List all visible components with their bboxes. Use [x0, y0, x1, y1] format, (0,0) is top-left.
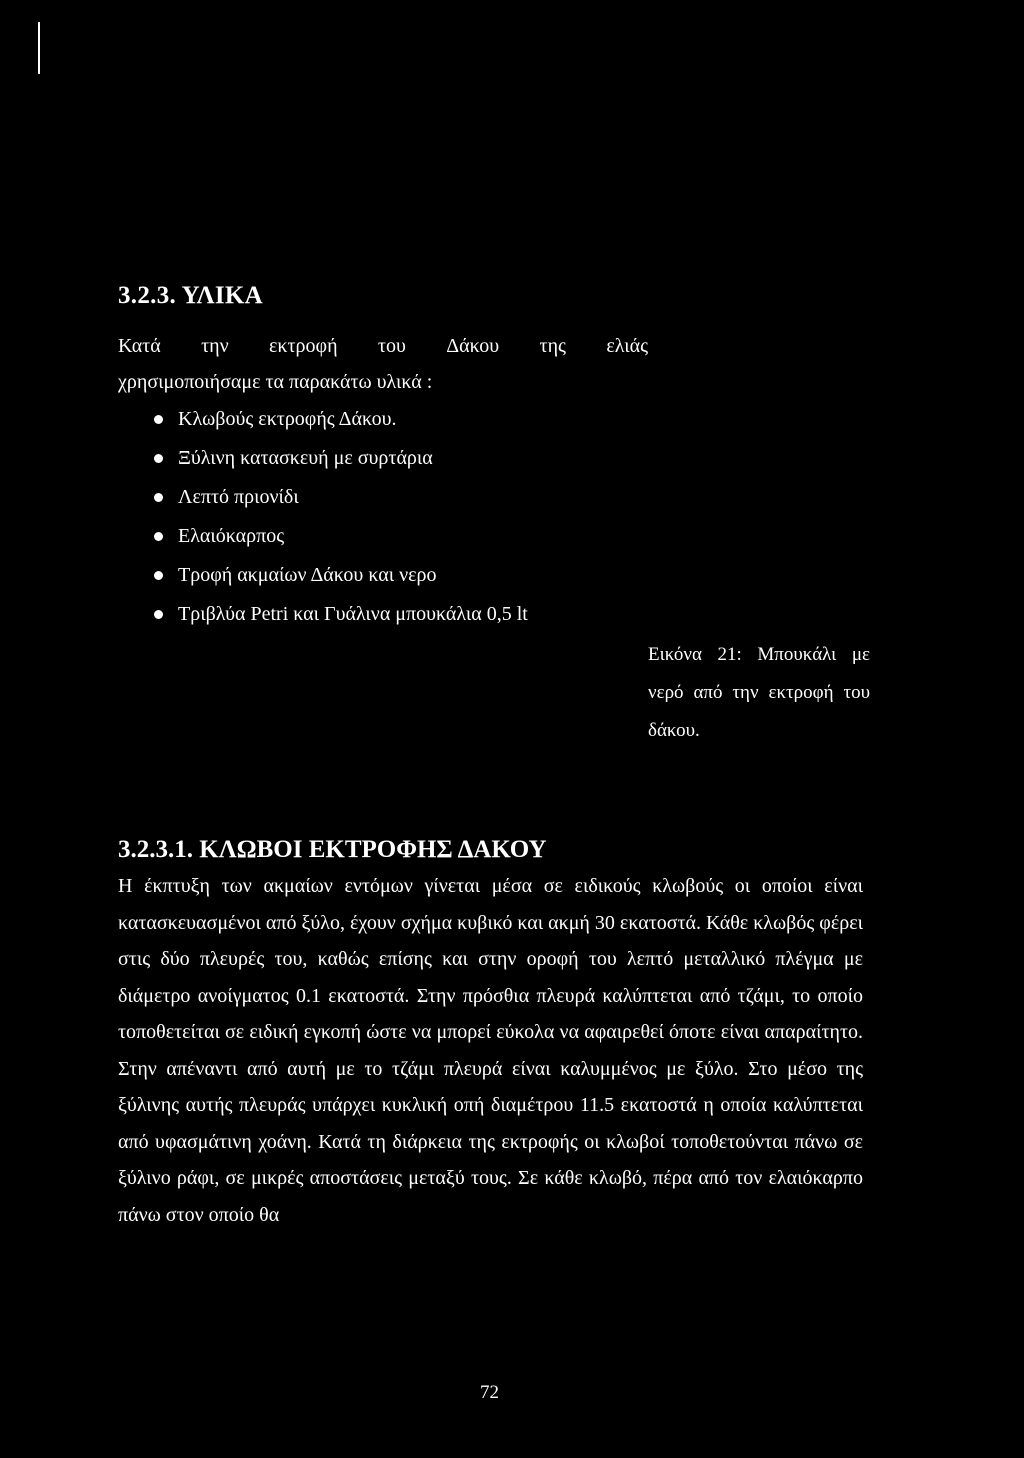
bullet-icon — [154, 415, 163, 424]
intro-word: εκτροφή — [269, 335, 338, 357]
list-item-label: Τροφή ακμαίων Δάκου και νερο — [178, 564, 437, 586]
list-item-label: Ελαιόκαρπος — [178, 525, 285, 547]
intro-line-1 — [118, 328, 648, 364]
intro-word: ελιάς — [606, 335, 648, 357]
scan-artifact-line — [38, 22, 40, 74]
figure-caption: Εικόνα 21: Μπουκάλι με νερό από την εκτροφή του δάκου. — [648, 644, 870, 741]
list-item-label: Λεπτό πριονίδι — [178, 486, 299, 508]
list-item-label: Τριβλύα Petri και Γυάλινα μπουκάλια 0,5 lt — [178, 603, 528, 625]
bullet-icon — [154, 454, 163, 463]
intro-word: την — [201, 335, 229, 357]
list-item — [150, 595, 528, 634]
list-item-label: Κλωβούς εκτροφής Δάκου. — [178, 408, 397, 430]
materials-list — [150, 400, 528, 634]
intro-word: του — [377, 335, 406, 357]
bullet-icon — [154, 532, 163, 541]
intro-paragraph — [118, 328, 648, 400]
list-item — [150, 517, 528, 556]
list-item-label: Ξύλινη κατασκευή με συρτάρια — [178, 447, 433, 469]
intro-word: της — [539, 335, 566, 357]
page-number: 72 — [480, 1382, 499, 1403]
list-item — [150, 478, 528, 517]
bullet-icon — [154, 493, 163, 502]
intro-word: Κατά — [118, 335, 161, 357]
intro-word: Δάκου — [446, 335, 500, 357]
subsection-heading: 3.2.3.1. ΚΛΩΒΟΙ ΕΚΤΡΟΦΗΣ ΔΑΚΟΥ — [118, 836, 547, 863]
list-item — [150, 400, 528, 439]
body-paragraph: Η έκπτυξη των ακμαίων εντόμων γίνεται μέσα σε ειδικούς κλωβούς οι οποίοι είναι κατασκευασμένοι από ξύλο, έχουν σχήμα κυβικό και ακμή 30 εκατοστά. Κάθε κλωβός φέρει στις δύο πλευρές του, καθώς επίσης και στην οροφή του λεπτό μεταλλικό πλέγμα με διάμετρο ανοίγματος 0.1 εκατοστά. Στην πρόσθια πλευρά καλύπτεται από τζάμι, το οποίο τοποθετείται σε ειδική εγκοπή ώστε να μπορεί εύκολα να αφαιρεθεί όποτε είναι απαραίτητο. Στην απέναντι από αυτή με το τζάμι πλευρά είναι καλυμμένος με ξύλο. Στο μέσο της ξύλινης αυτής πλευράς υπάρχει κυκλική οπή διαμέτρου 11.5 εκατοστά η οποία καλύπτεται από υφασμάτινη χοάνη. Κατά τη διάρκεια της εκτροφής οι κλωβοί τοποθετούνται πάνω σε ξύλινο ράφι, σε μικρές αποστάσεις μεταξύ τους. Σε κάθε κλωβό, πέρα από τον ελαιόκαρπο πάνω στον οποίο θα — [118, 875, 863, 1226]
list-item — [150, 556, 528, 595]
list-item — [150, 439, 528, 478]
bullet-icon — [154, 571, 163, 580]
section-heading: 3.2.3. ΥΛΙΚΑ — [118, 282, 264, 309]
bullet-icon — [154, 610, 163, 619]
intro-line-2: χρησιμοποιήσαμε τα παρακάτω υλικά : — [118, 371, 433, 393]
